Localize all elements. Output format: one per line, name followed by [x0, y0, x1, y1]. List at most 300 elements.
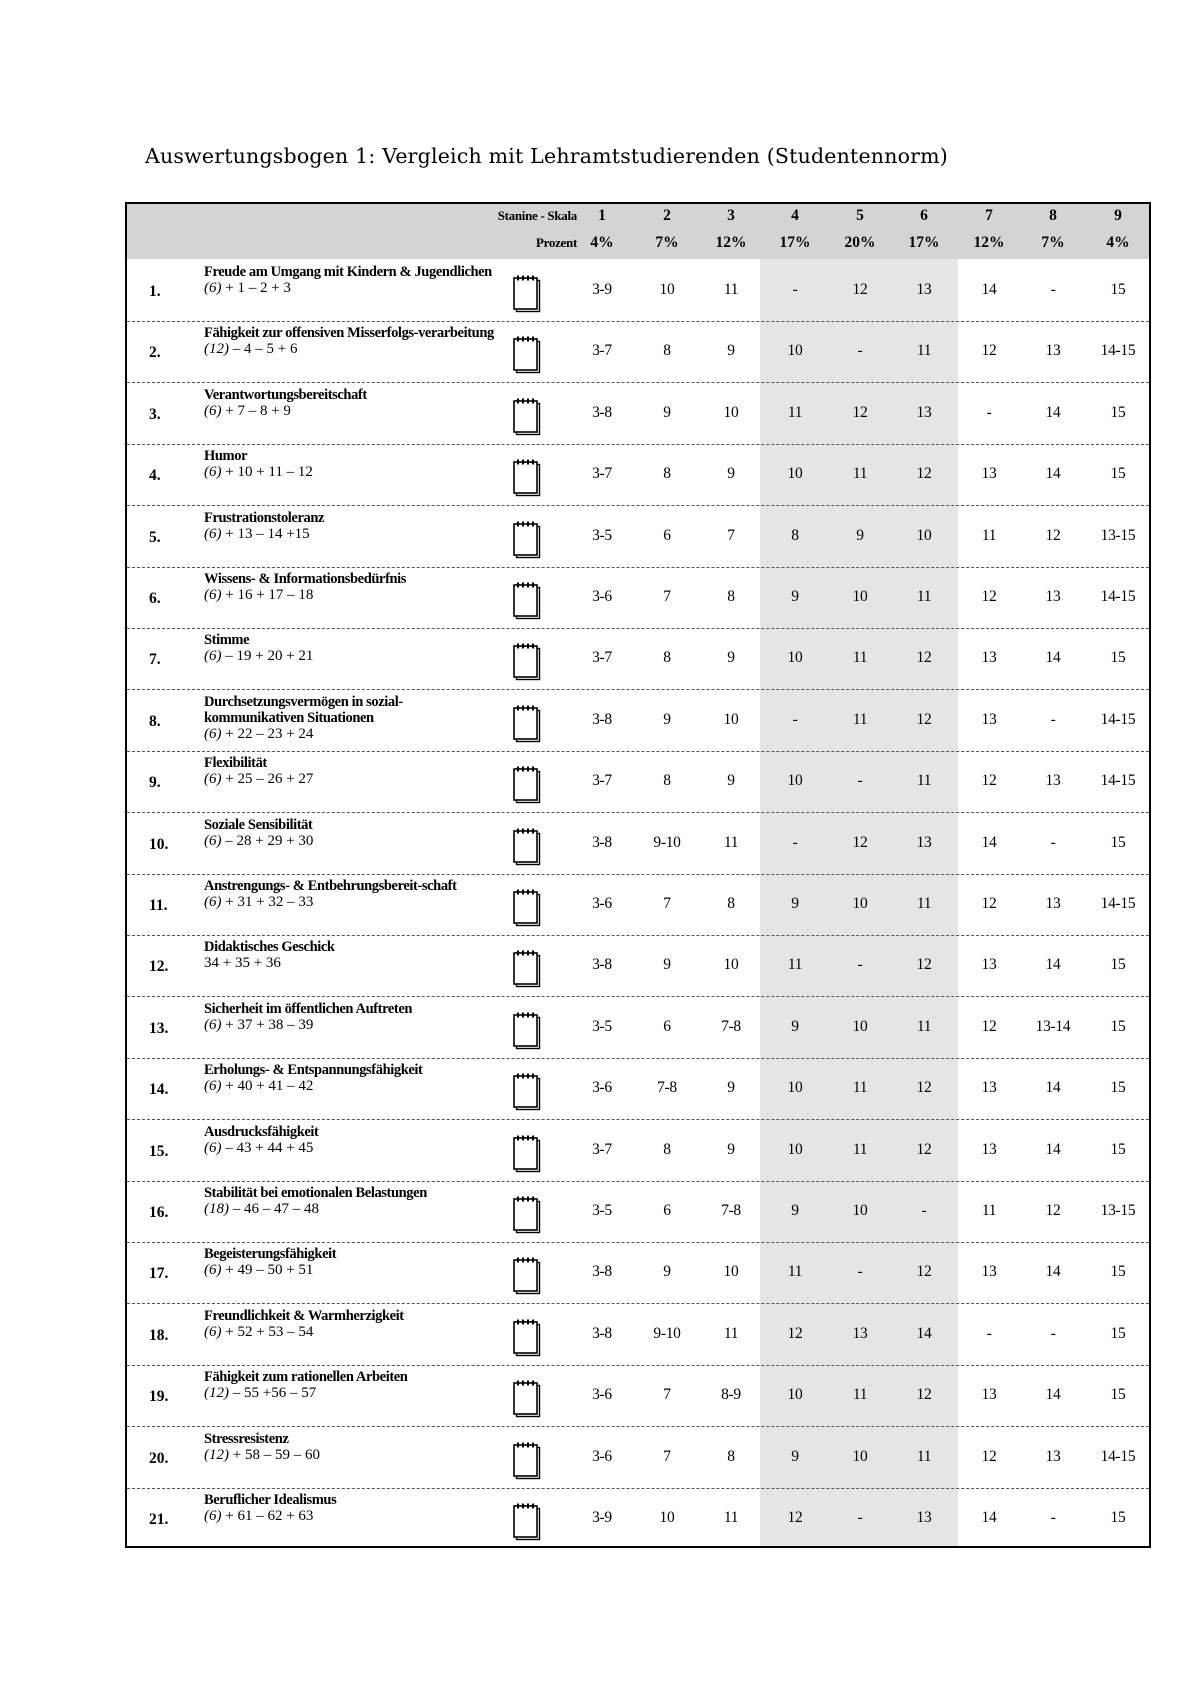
table-row: [127, 691, 1149, 752]
raw-score-range-stanine-8: -: [1050, 1509, 1056, 1526]
notepad-score-box-icon[interactable]: [512, 642, 542, 682]
raw-score-range-stanine-9: 15: [1110, 1386, 1126, 1404]
formula-items: + 31 + 32 – 33: [221, 894, 314, 910]
percent-header-7: 12%: [973, 234, 1005, 251]
scale-label: [204, 817, 494, 849]
raw-score-range-stanine-7: 13: [981, 710, 997, 728]
formula-prefix: (6): [204, 1016, 222, 1033]
scale-formula: [204, 1078, 494, 1094]
scale-name: Durchsetzungsvermögen in sozial-kommunikativen Situationen: [204, 693, 403, 726]
raw-score-range-stanine-6: 10: [916, 526, 932, 544]
stanine-header-4: 4: [791, 207, 799, 224]
raw-score-range-stanine-2: 8: [663, 1140, 671, 1158]
scale-label: [204, 1308, 494, 1340]
raw-score-range-stanine-9: 14-15: [1100, 895, 1136, 912]
raw-score-range-stanine-4: -: [792, 281, 798, 298]
raw-score-range-stanine-4: 10: [787, 342, 803, 360]
raw-score-range-stanine-2: 9: [663, 403, 671, 421]
raw-score-range-stanine-4: 11: [787, 403, 803, 421]
raw-score-range-stanine-8: -: [1050, 281, 1056, 298]
row-number: 14.: [149, 1081, 169, 1099]
raw-score-range-stanine-5: 11: [852, 1079, 868, 1097]
raw-score-range-stanine-2: 8: [663, 649, 671, 667]
formula-items: + 22 – 23 + 24: [221, 725, 314, 742]
percent-header-1: 4%: [590, 234, 614, 251]
scale-label: [204, 264, 494, 296]
row-number: 8.: [149, 712, 161, 730]
scale-label: [204, 325, 494, 357]
notepad-score-box-icon[interactable]: [512, 520, 542, 560]
raw-score-range-stanine-8: -: [1050, 710, 1056, 728]
raw-score-range-stanine-8: 14: [1045, 403, 1061, 421]
raw-score-range-stanine-4: 10: [787, 1386, 803, 1404]
scale-formula: [204, 648, 494, 664]
scale-name: Anstrengungs- & Entbehrungsbereit-schaft: [204, 878, 457, 894]
raw-score-range-stanine-2: 8: [663, 772, 671, 790]
raw-score-range-stanine-1: 3-5: [592, 1017, 612, 1035]
raw-score-range-stanine-5: 10: [852, 588, 868, 605]
raw-score-range-stanine-3: 8-9: [721, 1386, 741, 1404]
page-title: Auswertungsbogen 1: Vergleich mit Lehramtstudierenden (Studentennorm): [145, 144, 948, 168]
formula-items: + 1 – 2 + 3: [221, 280, 291, 296]
table-row: [127, 814, 1149, 875]
raw-score-range-stanine-3: 11: [723, 833, 739, 851]
raw-score-range-stanine-1: 3-8: [592, 1324, 612, 1342]
notepad-score-box-icon[interactable]: [512, 1441, 542, 1481]
raw-score-range-stanine-3: 9: [727, 649, 735, 667]
raw-score-range-stanine-1: 3-7: [592, 772, 612, 790]
notepad-score-box-icon[interactable]: [512, 1072, 542, 1112]
scale-name: Fähigkeit zum rationellen Arbeiten: [204, 1369, 408, 1386]
raw-score-range-stanine-4: 9: [791, 1447, 799, 1465]
raw-score-range-stanine-1: 3-6: [592, 1447, 612, 1465]
scale-label: [204, 1124, 494, 1156]
raw-score-range-stanine-2: 6: [663, 526, 671, 544]
notepad-score-box-icon[interactable]: [512, 274, 542, 314]
formula-prefix: (6): [204, 1508, 222, 1524]
scale-label: [204, 878, 494, 910]
stanine-header-7: 7: [985, 207, 993, 224]
formula-items: 34 + 35 + 36: [204, 955, 281, 972]
raw-score-range-stanine-2: 7-8: [657, 1079, 677, 1097]
notepad-score-box-icon[interactable]: [512, 1379, 542, 1419]
row-number: 7.: [149, 651, 161, 669]
raw-score-range-stanine-7: 12: [981, 895, 997, 912]
raw-score-range-stanine-3: 8: [727, 588, 735, 605]
percent-header-row: [127, 231, 1149, 257]
raw-score-range-stanine-6: 12: [916, 956, 932, 974]
formula-items: + 61 – 62 + 63: [221, 1508, 314, 1524]
raw-score-range-stanine-3: 8: [727, 1447, 735, 1465]
scale-formula: [204, 464, 494, 480]
raw-score-range-stanine-8: 14: [1045, 1079, 1061, 1097]
raw-score-range-stanine-4: -: [792, 833, 798, 851]
notepad-score-box-icon[interactable]: [512, 1134, 542, 1174]
raw-score-range-stanine-4: 12: [787, 1324, 803, 1342]
raw-score-range-stanine-2: 9-10: [653, 1324, 681, 1342]
table-row: [127, 322, 1149, 383]
raw-score-range-stanine-3: 7: [727, 526, 735, 544]
raw-score-range-stanine-3: 9: [727, 772, 735, 790]
notepad-score-box-icon[interactable]: [512, 397, 542, 437]
formula-items: + 37 + 38 – 39: [221, 1016, 314, 1033]
notepad-score-box-icon[interactable]: [512, 581, 542, 621]
raw-score-range-stanine-2: 7: [663, 1386, 671, 1404]
raw-score-range-stanine-6: 13: [916, 403, 932, 421]
table-row: [127, 1182, 1149, 1243]
raw-score-range-stanine-4: 8: [791, 526, 799, 544]
table-row: [127, 1121, 1149, 1182]
formula-items: + 10 + 11 – 12: [221, 464, 313, 481]
raw-score-range-stanine-6: 13: [916, 281, 932, 298]
notepad-score-box-icon[interactable]: [512, 1502, 542, 1542]
raw-score-range-stanine-2: 7: [663, 1447, 671, 1465]
raw-score-range-stanine-3: 11: [723, 281, 739, 298]
raw-score-range-stanine-5: 10: [852, 1447, 868, 1465]
raw-score-range-stanine-6: 11: [916, 895, 932, 912]
scale-name: Sicherheit im öffentlichen Auftreten: [204, 1000, 413, 1017]
scale-name: Beruflicher Idealismus: [204, 1492, 337, 1508]
formula-items: + 49 – 50 + 51: [221, 1262, 314, 1279]
raw-score-range-stanine-2: 6: [663, 1202, 671, 1219]
scale-name: Stressresistenz: [204, 1430, 289, 1447]
raw-score-range-stanine-9: 15: [1110, 833, 1126, 851]
raw-score-range-stanine-6: 12: [916, 1079, 932, 1097]
raw-score-range-stanine-7: 12: [981, 1017, 997, 1035]
row-number: 15.: [149, 1142, 169, 1160]
scale-name: Freundlichkeit & Warmherzigkeit: [204, 1307, 404, 1324]
table-header: [127, 204, 1149, 259]
raw-score-range-stanine-1: 3-7: [592, 1140, 612, 1158]
raw-score-range-stanine-7: 11: [981, 1202, 997, 1219]
raw-score-range-stanine-5: 11: [852, 710, 868, 728]
scale-label: [204, 387, 494, 419]
scale-formula: [204, 341, 494, 357]
scale-name: Erholungs- & Entspannungsfähigkeit: [204, 1062, 423, 1079]
row-number: 10.: [149, 835, 169, 853]
scale-label: [204, 632, 494, 664]
formula-prefix: (6): [204, 1323, 222, 1340]
raw-score-range-stanine-7: 14: [981, 833, 997, 851]
raw-score-range-stanine-4: 9: [791, 1017, 799, 1035]
raw-score-range-stanine-5: -: [857, 956, 863, 974]
raw-score-range-stanine-2: 9: [663, 956, 671, 974]
scale-name: Frustrationstoleranz: [204, 509, 325, 526]
formula-prefix: (6): [204, 464, 222, 481]
formula-prefix: (6): [204, 525, 222, 542]
scale-label: [204, 755, 494, 787]
row-number: 19.: [149, 1388, 169, 1406]
raw-score-range-stanine-9: 15: [1110, 1017, 1126, 1035]
formula-prefix: (6): [204, 280, 222, 296]
raw-score-range-stanine-9: 15: [1110, 465, 1126, 483]
raw-score-range-stanine-4: 11: [787, 956, 803, 974]
table-row: [127, 875, 1149, 936]
scale-label: [204, 1492, 494, 1524]
raw-score-range-stanine-9: 15: [1110, 281, 1126, 298]
stanine-header-5: 5: [856, 207, 864, 224]
table-row: [127, 384, 1149, 445]
raw-score-range-stanine-4: 11: [787, 1263, 803, 1281]
raw-score-range-stanine-4: 10: [787, 772, 803, 790]
raw-score-range-stanine-8: 14: [1045, 1263, 1061, 1281]
table-row: [127, 1428, 1149, 1489]
percent-label: Prozent: [536, 235, 577, 250]
raw-score-range-stanine-4: 12: [787, 1509, 803, 1526]
formula-prefix: (18): [204, 1201, 229, 1217]
raw-score-range-stanine-1: 3-8: [592, 403, 612, 421]
raw-score-range-stanine-1: 3-6: [592, 895, 612, 912]
raw-score-range-stanine-6: 13: [916, 833, 932, 851]
raw-score-range-stanine-6: 12: [916, 465, 932, 483]
raw-score-range-stanine-3: 10: [723, 1263, 739, 1281]
percent-header-8: 7%: [1041, 234, 1065, 251]
scale-name: Soziale Sensibilität: [204, 816, 313, 833]
scale-formula: [204, 1385, 494, 1401]
raw-score-range-stanine-5: -: [857, 342, 863, 360]
scale-label: [204, 1431, 494, 1463]
raw-score-range-stanine-3: 9: [727, 465, 735, 483]
raw-score-range-stanine-4: 10: [787, 649, 803, 667]
notepad-score-box-icon[interactable]: [512, 765, 542, 805]
scale-formula: [204, 894, 494, 910]
raw-score-range-stanine-6: 12: [916, 649, 932, 667]
formula-prefix: (6): [204, 894, 222, 910]
formula-prefix: (6): [204, 1139, 222, 1156]
scale-formula: [204, 403, 494, 419]
raw-score-range-stanine-4: 10: [787, 465, 803, 483]
formula-prefix: (6): [204, 587, 222, 603]
raw-score-range-stanine-5: 11: [852, 1140, 868, 1158]
scale-formula: [204, 1262, 494, 1278]
formula-prefix: (6): [204, 832, 222, 849]
formula-items: – 43 + 44 + 45: [221, 1139, 314, 1156]
raw-score-range-stanine-7: 12: [981, 772, 997, 790]
raw-score-range-stanine-3: 11: [723, 1509, 739, 1526]
raw-score-range-stanine-3: 10: [723, 710, 739, 728]
raw-score-range-stanine-2: 9: [663, 710, 671, 728]
raw-score-range-stanine-2: 9: [663, 1263, 671, 1281]
scale-formula: [204, 1324, 494, 1340]
row-number: 16.: [149, 1204, 169, 1221]
raw-score-range-stanine-1: 3-8: [592, 833, 612, 851]
row-number: 9.: [149, 774, 161, 792]
raw-score-range-stanine-5: 9: [856, 526, 864, 544]
raw-score-range-stanine-6: 11: [916, 772, 932, 790]
raw-score-range-stanine-6: -: [921, 1202, 927, 1219]
raw-score-range-stanine-4: 10: [787, 1079, 803, 1097]
raw-score-range-stanine-5: 10: [852, 895, 868, 912]
table-row: [127, 507, 1149, 568]
raw-score-range-stanine-3: 11: [723, 1324, 739, 1342]
raw-score-range-stanine-9: 15: [1110, 1079, 1126, 1097]
stanine-header-9: 9: [1114, 207, 1122, 224]
raw-score-range-stanine-9: 15: [1110, 1263, 1126, 1281]
notepad-score-box-icon[interactable]: [512, 827, 542, 867]
table-row: [127, 1489, 1149, 1550]
formula-prefix: (6): [204, 1262, 222, 1279]
row-number: 13.: [149, 1019, 169, 1037]
raw-score-range-stanine-1: 3-5: [592, 1202, 612, 1219]
row-number: 2.: [149, 344, 161, 362]
scale-formula: [204, 587, 494, 603]
row-number: 3.: [149, 405, 161, 423]
notepad-score-box-icon[interactable]: [512, 888, 542, 928]
percent-header-2: 7%: [655, 234, 679, 251]
scale-name: Stabilität bei emotionalen Belastungen: [204, 1185, 427, 1201]
raw-score-range-stanine-7: 12: [981, 588, 997, 605]
table-row: [127, 1243, 1149, 1304]
raw-score-range-stanine-5: 10: [852, 1017, 868, 1035]
scale-label: [204, 694, 494, 742]
scale-label: [204, 510, 494, 542]
raw-score-range-stanine-8: 12: [1045, 1202, 1061, 1219]
raw-score-range-stanine-8: 13: [1045, 895, 1061, 912]
raw-score-range-stanine-4: 9: [791, 895, 799, 912]
raw-score-range-stanine-3: 10: [723, 403, 739, 421]
scale-name: Freude am Umgang mit Kindern & Jugendlichen: [204, 264, 492, 280]
scale-name: Humor: [204, 448, 248, 465]
scale-label: [204, 939, 494, 971]
raw-score-range-stanine-6: 11: [916, 588, 932, 605]
raw-score-range-stanine-9: 14-15: [1100, 710, 1136, 728]
scale-formula: [204, 955, 494, 971]
raw-score-range-stanine-3: 9: [727, 1079, 735, 1097]
row-number: 4.: [149, 467, 161, 485]
raw-score-range-stanine-9: 14-15: [1100, 1447, 1136, 1465]
raw-score-range-stanine-8: 14: [1045, 465, 1061, 483]
raw-score-range-stanine-9: 13-15: [1100, 526, 1136, 544]
raw-score-range-stanine-6: 12: [916, 1386, 932, 1404]
row-number: 20.: [149, 1449, 169, 1467]
notepad-score-box-icon[interactable]: [512, 704, 542, 744]
row-number: 12.: [149, 958, 169, 976]
scale-formula: [204, 726, 494, 742]
notepad-score-box-icon[interactable]: [512, 1318, 542, 1358]
raw-score-range-stanine-5: 12: [852, 281, 868, 298]
raw-score-range-stanine-1: 3-6: [592, 1079, 612, 1097]
raw-score-range-stanine-2: 10: [659, 281, 675, 298]
raw-score-range-stanine-4: 10: [787, 1140, 803, 1158]
scale-formula: [204, 1447, 494, 1463]
raw-score-range-stanine-5: 11: [852, 465, 868, 483]
formula-items: + 13 – 14 +15: [221, 525, 310, 542]
scale-name: Fähigkeit zur offensiven Misserfolgs-verarbeitung: [204, 325, 494, 342]
raw-score-range-stanine-8: 14: [1045, 1140, 1061, 1158]
scale-formula: [204, 1140, 494, 1156]
percent-header-9: 4%: [1106, 234, 1130, 251]
raw-score-range-stanine-1: 3-8: [592, 956, 612, 974]
raw-score-range-stanine-1: 3-7: [592, 649, 612, 667]
raw-score-range-stanine-8: 14: [1045, 956, 1061, 974]
raw-score-range-stanine-6: 12: [916, 1263, 932, 1281]
notepad-score-box-icon[interactable]: [512, 1195, 542, 1235]
stanine-header-1: 1: [598, 207, 606, 224]
formula-items: – 4 – 5 + 6: [229, 341, 298, 358]
notepad-score-box-icon[interactable]: [512, 949, 542, 989]
raw-score-range-stanine-4: 9: [791, 588, 799, 605]
raw-score-range-stanine-5: -: [857, 1509, 863, 1526]
raw-score-range-stanine-1: 3-6: [592, 588, 612, 605]
raw-score-range-stanine-6: 11: [916, 342, 932, 360]
formula-items: + 16 + 17 – 18: [221, 587, 314, 603]
row-number: 17.: [149, 1265, 169, 1283]
raw-score-range-stanine-1: 3-9: [592, 281, 612, 298]
stanine-header-2: 2: [663, 207, 671, 224]
raw-score-range-stanine-6: 11: [916, 1017, 932, 1035]
raw-score-range-stanine-6: 14: [916, 1324, 932, 1342]
formula-items: – 46 – 47 – 48: [229, 1201, 319, 1217]
raw-score-range-stanine-9: 14-15: [1100, 772, 1136, 790]
scale-formula: [204, 1508, 494, 1524]
raw-score-range-stanine-8: 13: [1045, 1447, 1061, 1465]
table-row: [127, 629, 1149, 690]
notepad-score-box-icon[interactable]: [512, 458, 542, 498]
raw-score-range-stanine-7: 12: [981, 342, 997, 360]
raw-score-range-stanine-7: 12: [981, 1447, 997, 1465]
raw-score-range-stanine-7: 11: [981, 526, 997, 544]
table-row: [127, 752, 1149, 813]
scale-label: [204, 1369, 494, 1401]
table-row: [127, 998, 1149, 1059]
stanine-header-8: 8: [1049, 207, 1057, 224]
scale-name: Ausdrucksfähigkeit: [204, 1123, 319, 1140]
table-row: [127, 261, 1149, 322]
scale-name: Verantwortungsbereitschaft: [204, 386, 367, 403]
raw-score-range-stanine-7: -: [986, 1324, 992, 1342]
row-number: 6.: [149, 590, 161, 607]
scale-formula: [204, 1201, 494, 1217]
formula-prefix: (6): [204, 402, 222, 419]
percent-header-4: 17%: [779, 234, 811, 251]
raw-score-range-stanine-8: 13: [1045, 772, 1061, 790]
raw-score-range-stanine-3: 8: [727, 895, 735, 912]
row-number: 1.: [149, 283, 161, 300]
raw-score-range-stanine-4: -: [792, 710, 798, 728]
raw-score-range-stanine-9: 14-15: [1100, 588, 1136, 605]
raw-score-range-stanine-1: 3-8: [592, 1263, 612, 1281]
raw-score-range-stanine-7: -: [986, 403, 992, 421]
scale-label: [204, 1062, 494, 1094]
raw-score-range-stanine-8: 14: [1045, 649, 1061, 667]
table-row: [127, 445, 1149, 506]
raw-score-range-stanine-7: 13: [981, 465, 997, 483]
raw-score-range-stanine-1: 3-7: [592, 342, 612, 360]
raw-score-range-stanine-1: 3-9: [592, 1509, 612, 1526]
raw-score-range-stanine-5: 12: [852, 833, 868, 851]
formula-prefix: (6): [204, 771, 222, 788]
raw-score-range-stanine-9: 13-15: [1100, 1202, 1136, 1219]
scale-label: [204, 448, 494, 480]
raw-score-range-stanine-4: 9: [791, 1202, 799, 1219]
formula-items: – 55 +56 – 57: [229, 1385, 317, 1402]
notepad-score-box-icon[interactable]: [512, 1011, 542, 1051]
scale-formula: [204, 526, 494, 542]
scale-label: [204, 1246, 494, 1278]
raw-score-range-stanine-7: 13: [981, 649, 997, 667]
table-row: [127, 1366, 1149, 1427]
raw-score-range-stanine-5: -: [857, 1263, 863, 1281]
notepad-score-box-icon[interactable]: [512, 1256, 542, 1296]
notepad-score-box-icon[interactable]: [512, 335, 542, 375]
percent-header-6: 17%: [908, 234, 940, 251]
raw-score-range-stanine-5: 12: [852, 403, 868, 421]
raw-score-range-stanine-1: 3-8: [592, 710, 612, 728]
raw-score-range-stanine-2: 8: [663, 342, 671, 360]
raw-score-range-stanine-9: 15: [1110, 649, 1126, 667]
scale-label: [204, 1185, 494, 1217]
raw-score-range-stanine-9: 15: [1110, 403, 1126, 421]
